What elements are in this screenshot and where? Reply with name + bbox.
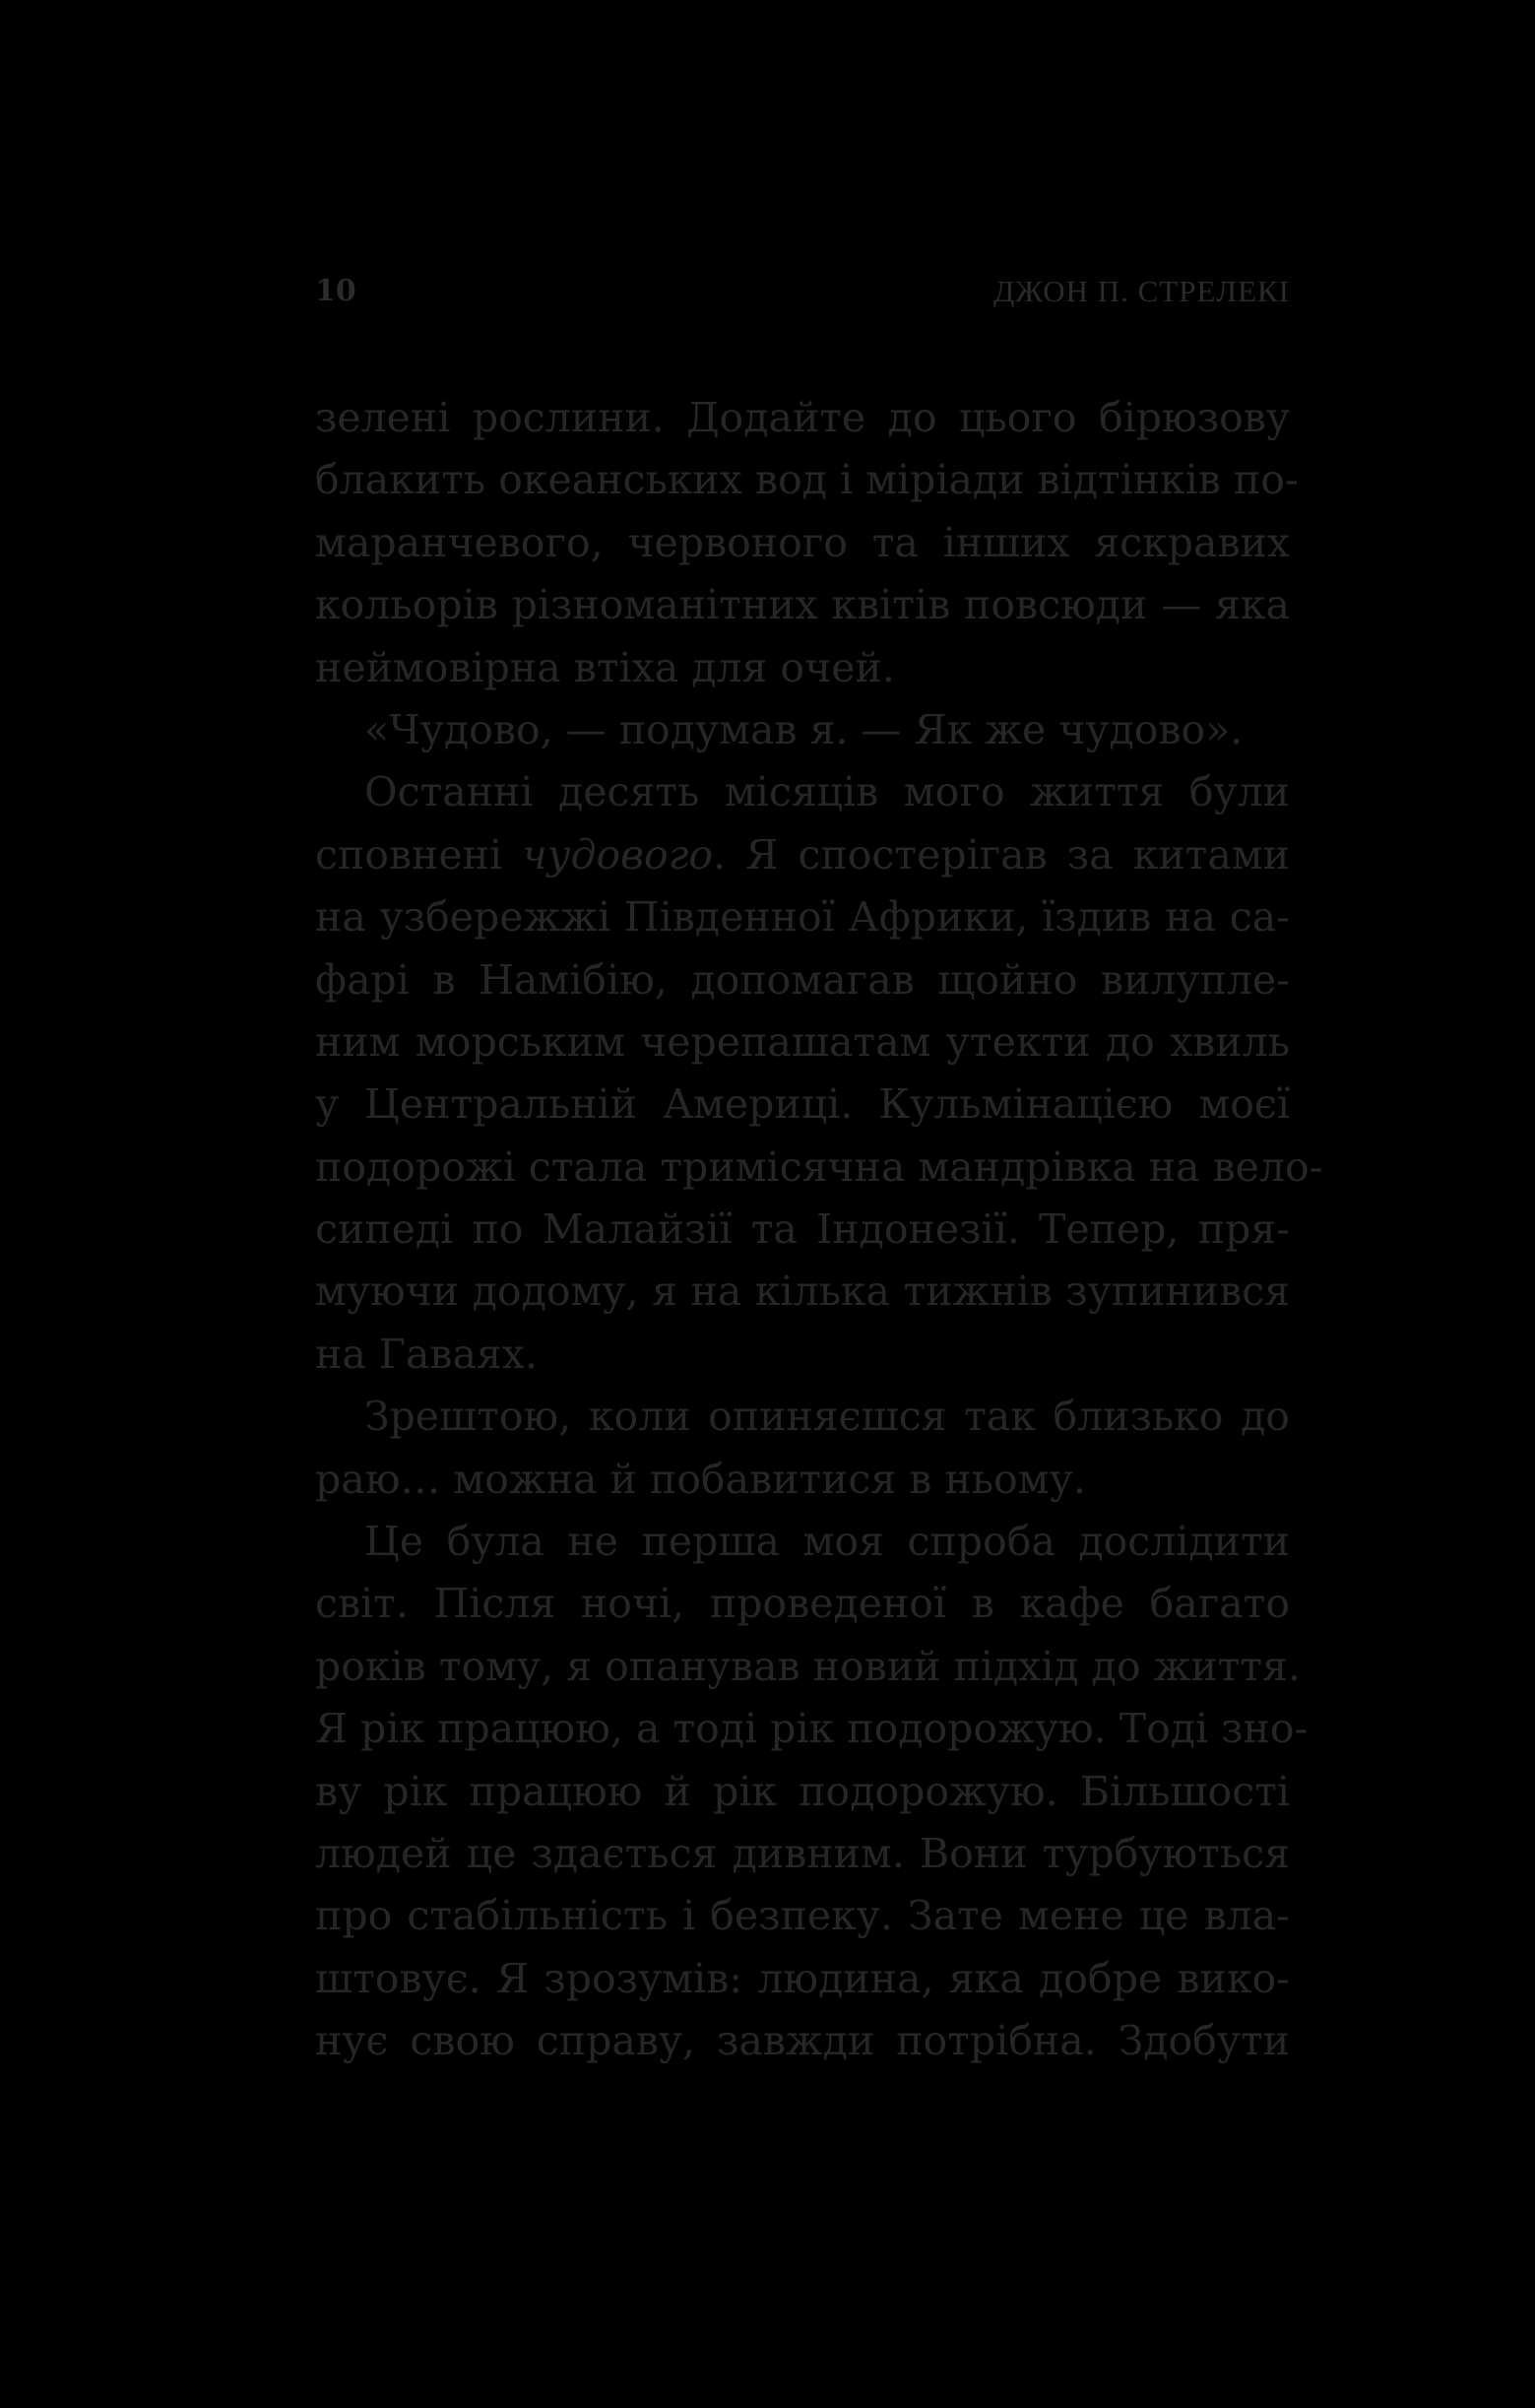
body-text xyxy=(315,387,1323,2073)
text-run: сповнені xyxy=(315,830,503,879)
text-line: маранчевого, червоного та інших яскравих xyxy=(315,518,1290,566)
text-line: років тому, я опанував новий підхід до життя. xyxy=(315,1642,1301,1690)
page-header xyxy=(315,272,1290,311)
text-line: подорожі стала тримісячна мандрівка на вело- xyxy=(315,1142,1323,1191)
text-line: штовує. Я зрозумів: людина, яка добре вико- xyxy=(315,1954,1290,2002)
page-number: 10 xyxy=(315,274,356,308)
text-line: кольорів різноманітних квітів повсюди — яка xyxy=(315,581,1290,629)
text-line-with-emphasis xyxy=(315,824,1290,886)
text-line: про стабільність і безпеку. Зате мене це вла- xyxy=(315,1892,1290,1940)
text-line: неймовірна втіха для очей. xyxy=(315,643,895,691)
text-line: Останні десять місяців мого життя були xyxy=(364,768,1290,816)
text-line: муючи додому, я на кілька тижнів зупинився xyxy=(315,1268,1290,1316)
text-line: на узбережжі Південної Африки, їздив на са- xyxy=(315,893,1290,942)
text-line: блакить океанських вод і міріади відтінків по- xyxy=(315,456,1299,504)
text-line: сипеді по Малайзії та Індонезії. Тепер, пря- xyxy=(315,1205,1290,1254)
text-line: Я рік працюю, а тоді рік подорожую. Тоді зно- xyxy=(315,1705,1309,1753)
text-line: нує свою справу, завжди потрібна. Здобути xyxy=(315,2017,1290,2065)
text-line: «Чудово, — подумав я. — Як же чудово». xyxy=(364,705,1244,753)
text-line: раю… можна й побавитися в ньому. xyxy=(315,1455,1086,1503)
text-line: ву рік працюю й рік подорожую. Більшості xyxy=(315,1767,1290,1815)
text-line: зелені рослини. Додайте до цього бірюзову xyxy=(315,394,1290,441)
text-line: у Центральній Америці. Кульмінацією моєї xyxy=(315,1080,1290,1129)
text-line: світ. Після ночі, проведеної в кафе багато xyxy=(315,1580,1290,1628)
text-run: . Я спостерігав за китами xyxy=(713,830,1290,879)
running-head-author: ДЖОН П. СТРЕЛЕКІ xyxy=(993,274,1290,308)
text-line: ним морським черепашатам утекти до хвиль xyxy=(315,1017,1290,1066)
emphasized-word: чудового xyxy=(522,830,714,879)
text-line: людей це здається дивним. Вони турбуються xyxy=(315,1829,1290,1877)
text-line: Зрештою, коли опиняєшся так близько до xyxy=(364,1393,1290,1441)
text-line: на Гаваях. xyxy=(315,1330,538,1378)
text-line: фарі в Намібію, допомагав щойно вилупле- xyxy=(315,955,1290,1004)
text-line: Це була не перша моя спроба дослідити xyxy=(364,1518,1290,1566)
